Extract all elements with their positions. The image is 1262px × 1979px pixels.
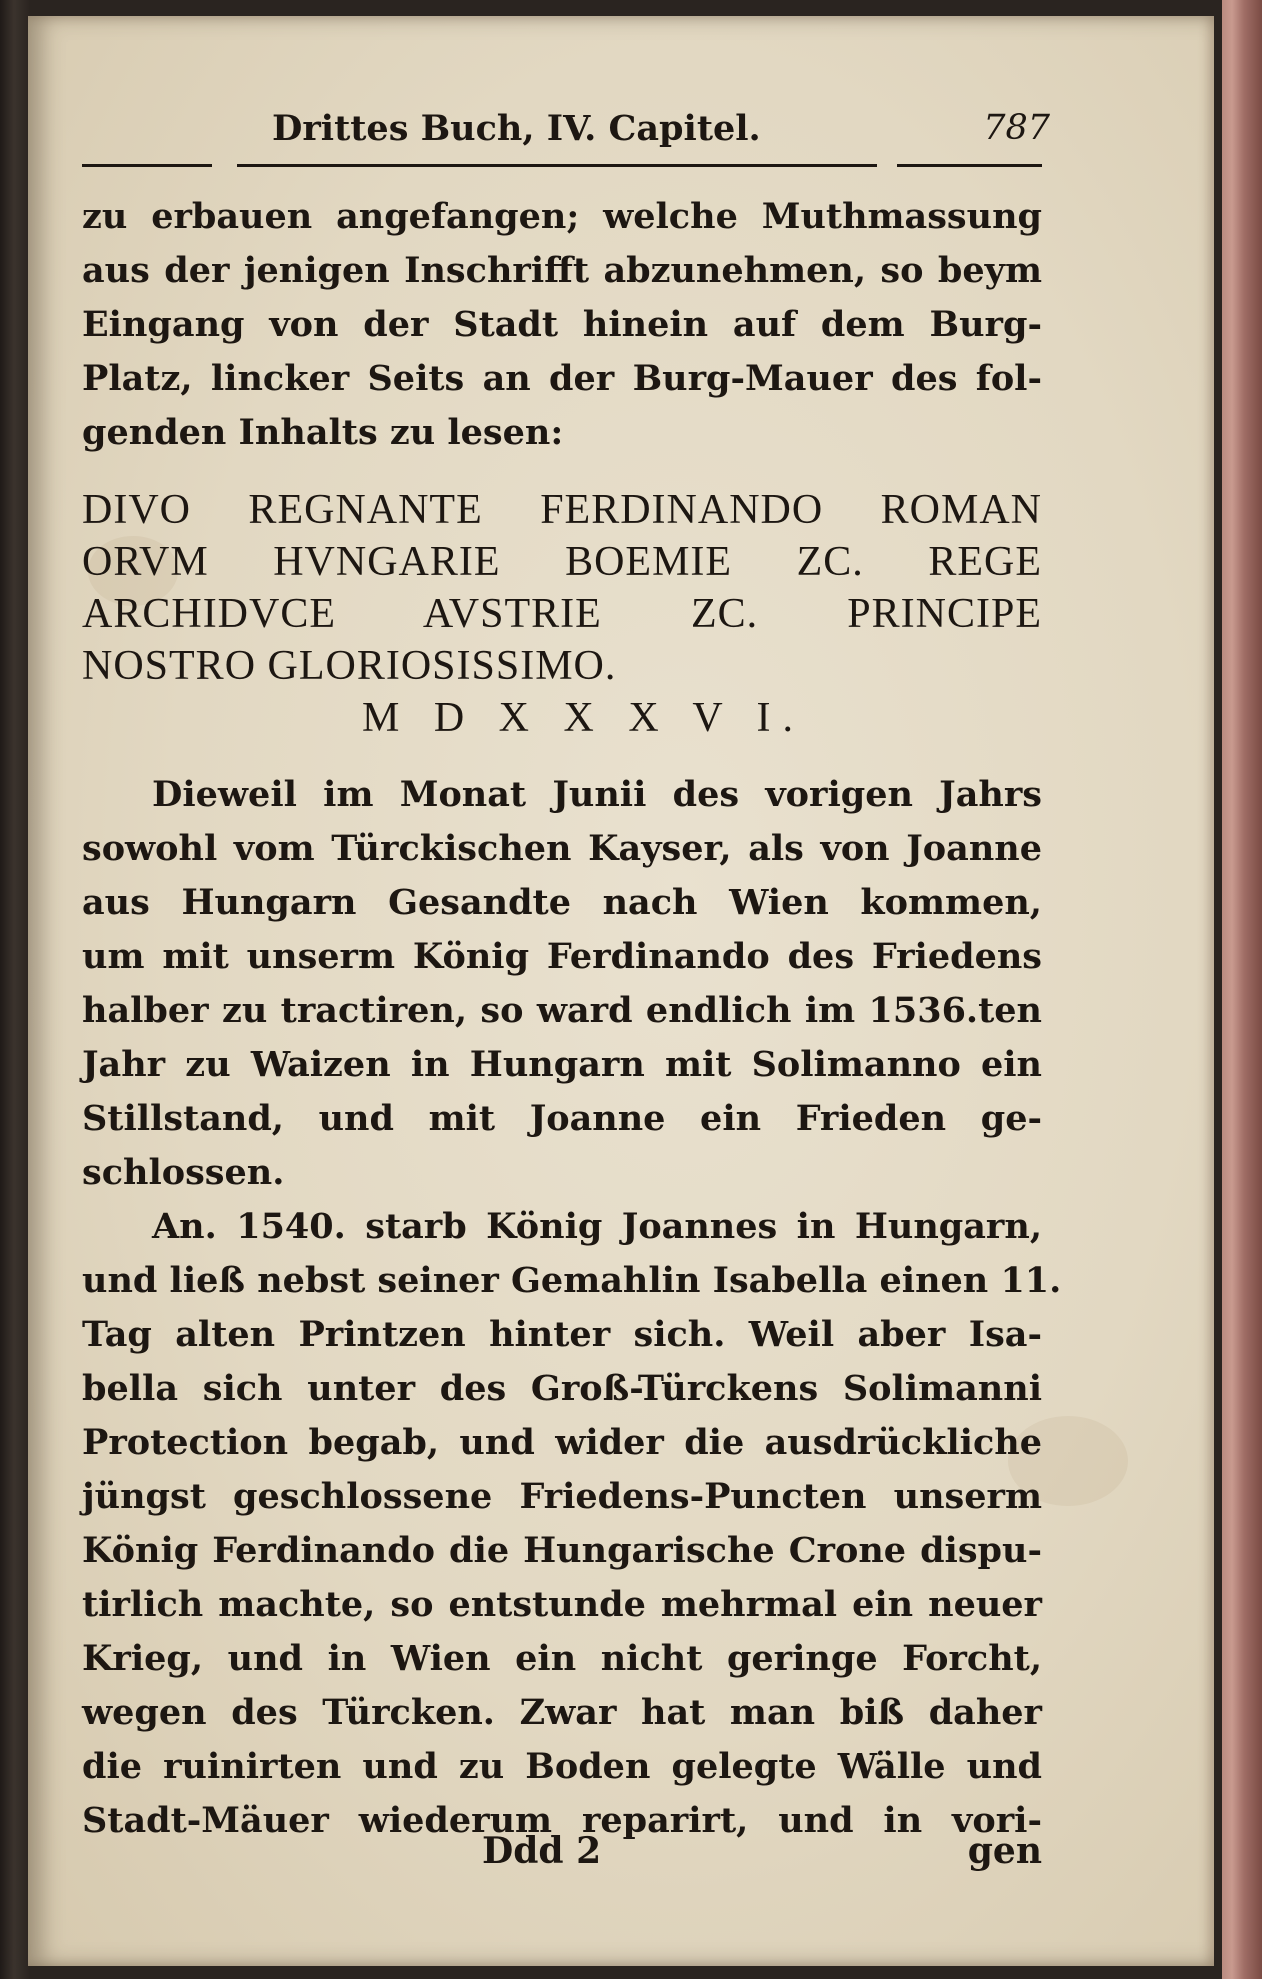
text-line: Tag alten Printzen hinter sich. Weil aber Isa- xyxy=(82,1314,1042,1355)
text-line: Stillstand, und mit Joanne ein Frieden ge- xyxy=(82,1098,1042,1139)
paragraph-3 xyxy=(82,1200,1062,1848)
text-line: Platz, lincker Seits an der Burg-Mauer des fol- xyxy=(82,358,1042,399)
text-line: aus der jenigen Inschrifft abzunehmen, so beym xyxy=(82,250,1042,291)
text-line: Dieweil im Monat Junii des vorigen Jahrs xyxy=(152,774,1042,815)
text-line: tirlich machte, so entstunde mehrmal ein neuer xyxy=(82,1584,1042,1625)
header-rule xyxy=(897,164,1042,167)
text-line: schlossen. xyxy=(82,1152,285,1193)
text-line: sowohl vom Türckischen Kayser, als von Joanne xyxy=(82,828,1042,869)
catchword: gen xyxy=(967,1830,1042,1872)
page-footer xyxy=(82,1830,1042,1880)
text-line: Krieg, und in Wien ein nicht geringe Forcht, xyxy=(82,1638,1042,1679)
running-title: Drittes Buch, IV. Capitel. xyxy=(272,108,761,149)
text-line: wegen des Türcken. Zwar hat man biß daher xyxy=(82,1692,1042,1733)
page-number: 787 xyxy=(983,108,1050,148)
text-line: aus Hungarn Gesandte nach Wien kommen, xyxy=(82,882,1042,923)
text-line: um mit unserm König Ferdinando des Friedens xyxy=(82,936,1042,977)
text-line: Protection begab, und wider die ausdrückliche xyxy=(82,1422,1042,1463)
header-rule xyxy=(82,164,212,167)
text-line: die ruinirten und zu Boden gelegte Wälle und xyxy=(82,1746,1042,1787)
paragraph-1 xyxy=(82,190,1042,460)
inscription-line: ORVM HVNGARIE BOEMIE ZC. REGE xyxy=(82,539,1042,585)
signature-mark: Ddd 2 xyxy=(482,1830,602,1872)
text-line: An. 1540. starb König Joannes in Hungarn, xyxy=(152,1206,1042,1247)
running-header xyxy=(82,108,1050,152)
text-line: halber zu tractiren, so ward endlich im 1536.ten xyxy=(82,990,1042,1031)
header-rule xyxy=(237,164,877,167)
inscription-line: DIVO REGNANTE FERDINANDO ROMAN xyxy=(82,487,1042,533)
text-line: Stadt-Mäuer wiederum reparirt, und in vori- xyxy=(82,1800,1042,1841)
text-line: genden Inhalts zu lesen: xyxy=(82,412,564,453)
body-text xyxy=(82,190,1062,1848)
paragraph-2 xyxy=(82,768,1042,1200)
text-line: bella sich unter des Groß-Türckens Solimanni xyxy=(82,1368,1042,1409)
inscription xyxy=(82,484,1042,744)
text-line: Jahr zu Waizen in Hungarn mit Solimanno ein xyxy=(82,1044,1042,1085)
text-line: König Ferdinando die Hungarische Crone dispu- xyxy=(82,1530,1042,1571)
page-edge xyxy=(1222,0,1262,1979)
text-line: jüngst geschlossene Friedens-Puncten unserm xyxy=(82,1476,1042,1517)
text-line: Eingang von der Stadt hinein auf dem Burg- xyxy=(82,304,1042,345)
inscription-line: ARCHIDVCE AVSTRIE ZC. PRINCIPE xyxy=(82,591,1042,637)
text-line: und ließ nebst seiner Gemahlin Isabella einen 11. xyxy=(82,1260,1062,1301)
inscription-line: NOSTRO GLORIOSISSIMO. xyxy=(82,643,617,689)
inscription-year: M D X X X V I. xyxy=(362,695,805,741)
page-text xyxy=(82,108,1062,1872)
text-line: zu erbauen angefangen; welche Muthmassung xyxy=(82,196,1042,237)
